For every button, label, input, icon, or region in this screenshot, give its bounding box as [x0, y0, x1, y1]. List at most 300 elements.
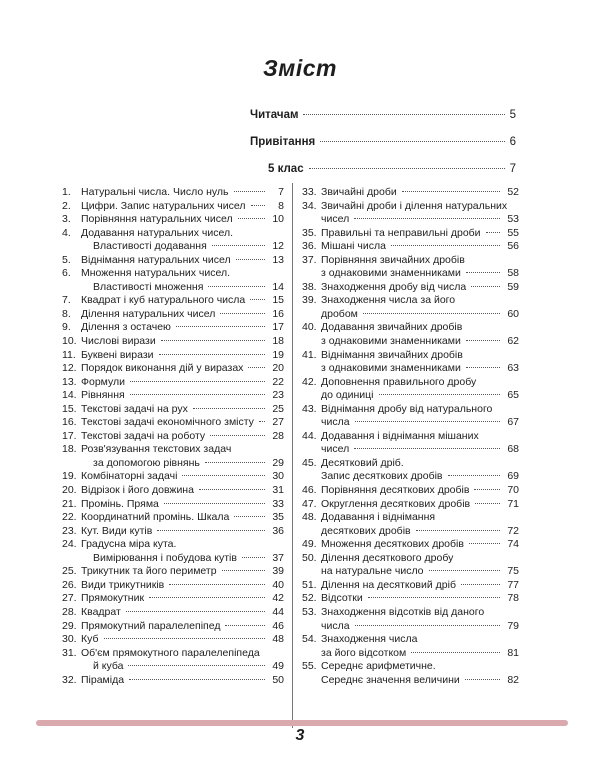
toc-entry-title: Текстові задачі на рух	[81, 402, 188, 415]
dot-leader	[416, 530, 500, 531]
toc-right-column	[302, 186, 519, 687]
toc-entry-number: 35.	[302, 226, 317, 239]
dot-leader	[130, 394, 265, 395]
toc-entry	[302, 200, 519, 227]
toc-entry-number: 10.	[62, 335, 77, 348]
toc-entry-title: Куб	[81, 633, 99, 646]
toc-entry-line	[302, 498, 519, 512]
dot-leader	[225, 625, 265, 626]
toc-entry-page: 15	[272, 294, 284, 307]
toc-entry-title: Знаходження числа за його	[321, 294, 456, 307]
toc-entry-line	[62, 294, 284, 308]
toc-entry-line	[302, 227, 519, 241]
toc-entry	[302, 660, 519, 687]
toc-entry-number: 14.	[62, 389, 77, 402]
toc-entry-title: Рівняння	[81, 389, 125, 402]
toc-entry	[62, 362, 284, 376]
toc-entry-page: 52	[507, 186, 519, 198]
toc-entry-title: Квадрат і куб натурального числа	[81, 294, 246, 307]
toc-entry-title: Координатний промінь. Шкала	[81, 511, 230, 524]
toc-entry-title: Відрізок і його довжина	[81, 484, 194, 497]
toc-entry	[62, 525, 284, 539]
toc-entry-page: 13	[272, 253, 284, 266]
toc-entry-number: 51.	[302, 578, 317, 591]
dot-leader	[466, 272, 500, 273]
toc-entry-title: Звичайні дроби і ділення натуральних	[321, 199, 508, 212]
toc-entry-page: 62	[507, 335, 519, 348]
toc-entry	[62, 186, 284, 200]
toc-entry-title: Комбінаторні задачі	[81, 470, 178, 483]
dot-leader	[234, 516, 265, 517]
toc-entry	[302, 592, 519, 606]
toc-entry-page: 30	[272, 470, 284, 483]
toc-entry-page: 36	[272, 524, 284, 537]
toc-entry	[302, 606, 519, 633]
toc-entry-line	[302, 294, 519, 308]
toc-entry-page: 77	[507, 578, 519, 591]
toc-entry-page: 50	[272, 673, 284, 686]
toc-left-column	[62, 186, 284, 687]
toc-entry-line	[62, 484, 284, 498]
toc-entry-title: Порівняння звичайних дробів	[321, 253, 465, 266]
toc-entry	[302, 254, 519, 281]
toc-entry-page: 35	[272, 511, 284, 524]
toc-entry-line	[302, 457, 519, 471]
toc-entry-title: числа	[321, 416, 350, 429]
toc-entry-title: Текстові задачі економічного змісту	[81, 416, 254, 429]
toc-entry	[302, 240, 519, 254]
toc-entry-line	[302, 674, 519, 688]
toc-entry-title: Десятковий дріб.	[321, 456, 404, 469]
dot-leader	[251, 205, 266, 206]
toc-entry-line	[62, 674, 284, 688]
toc-entry	[302, 227, 519, 241]
toc-entry-line	[62, 606, 284, 620]
toc-entry-number: 34.	[302, 199, 317, 212]
toc-entry-number: 49.	[302, 538, 317, 551]
toc-entry	[62, 335, 284, 349]
dot-leader	[259, 421, 265, 422]
toc-entry-page: 60	[507, 307, 519, 320]
toc-entry-line	[302, 470, 519, 484]
toc-entry-title: числа	[321, 619, 350, 632]
toc-entry-page: 22	[272, 375, 284, 388]
toc-entry-line	[302, 362, 519, 376]
toc-entry-page: 28	[272, 429, 284, 442]
dot-leader	[354, 218, 500, 219]
toc-entry	[62, 498, 284, 512]
toc-entry-title: Властивості множення	[93, 280, 204, 293]
toc-entry-line	[302, 200, 519, 214]
dot-leader	[159, 354, 265, 355]
toc-entry-number: 19.	[62, 470, 77, 483]
toc-entry-number: 48.	[302, 511, 317, 524]
toc-entry	[302, 403, 519, 430]
toc-entry-page: 81	[507, 646, 519, 659]
toc-entry-title: Доповнення правильного дробу	[321, 375, 477, 388]
toc-entry-title: Властивості додавання	[93, 240, 207, 253]
toc-entry-number: 33.	[302, 186, 317, 198]
toc-entry	[62, 484, 284, 498]
dot-leader	[199, 489, 265, 490]
toc-entry-line	[302, 254, 519, 268]
toc-entry-line	[302, 430, 519, 444]
dot-leader	[309, 168, 505, 169]
toc-entry-title: Знаходження відсотків від даного	[321, 605, 485, 618]
toc-entry-page: 59	[507, 280, 519, 293]
dot-leader	[222, 570, 265, 571]
dot-leader	[303, 114, 504, 115]
toc-entry-title: Додавання і віднімання	[321, 511, 436, 524]
toc-entry-number: 42.	[302, 375, 317, 388]
dot-leader	[176, 326, 265, 327]
toc-entry-line	[62, 376, 284, 390]
toc-entry-title: Додавання звичайних дробів	[321, 321, 463, 334]
toc-entry-title: Текстові задачі на роботу	[81, 429, 206, 442]
toc-entry-line	[302, 308, 519, 322]
toc-entry-number: 9.	[62, 321, 71, 334]
toc-entry-page: 79	[507, 619, 519, 632]
toc-entry-line	[302, 660, 519, 674]
toc-entry-line	[302, 376, 519, 390]
toc-entry-number: 23.	[62, 524, 77, 537]
toc-entry	[302, 538, 519, 552]
toc-entry-line	[302, 552, 519, 566]
toc-entry-page: 67	[507, 416, 519, 429]
toc-entry	[62, 470, 284, 484]
toc-entry-page: 69	[507, 470, 519, 483]
toc-entry-line	[62, 620, 284, 634]
toc-entry-line	[62, 227, 284, 241]
toc-entry-line	[302, 579, 519, 593]
toc-entry-line	[62, 362, 284, 376]
toc-entry-number: 31.	[62, 646, 77, 659]
toc-entry	[62, 254, 284, 268]
toc-entry-line	[62, 552, 284, 566]
toc-entry-number: 1.	[62, 186, 71, 198]
dot-leader	[129, 679, 265, 680]
front-entry-label: Привітання	[250, 136, 316, 148]
toc-entry-number: 25.	[62, 565, 77, 578]
toc-entry	[302, 457, 519, 484]
toc-entry-number: 5.	[62, 253, 71, 266]
toc-entry-line	[62, 254, 284, 268]
toc-entry-line	[62, 511, 284, 525]
toc-entry	[62, 430, 284, 444]
dot-leader	[220, 313, 265, 314]
toc-entry	[62, 213, 284, 227]
dot-leader	[169, 584, 265, 585]
toc-entry-page: 65	[507, 389, 519, 402]
toc-entry	[302, 498, 519, 512]
toc-entry	[62, 389, 284, 403]
toc-entry-page: 55	[507, 226, 519, 239]
toc-entry-title: Прямокутник	[81, 592, 145, 605]
toc-entry-line	[62, 457, 284, 471]
toc-entry	[62, 565, 284, 579]
toc-entry-title: Піраміда	[81, 673, 125, 686]
toc-entry-page: 74	[507, 538, 519, 551]
toc-entry-title: Середнє арифметичне.	[321, 660, 436, 673]
dot-leader	[466, 367, 500, 368]
toc-entry-number: 37.	[302, 253, 317, 266]
toc-entry-page: 17	[272, 321, 284, 334]
toc-entry-line	[62, 349, 284, 363]
toc-entry-title: Цифри. Запис натуральних чисел	[81, 199, 246, 212]
toc-entry-line	[302, 321, 519, 335]
toc-entry-line	[302, 538, 519, 552]
toc-entry-title: чисел	[321, 213, 350, 226]
toc-entry-title: Віднімання дробу від натурального	[321, 402, 493, 415]
toc-entry-number: 7.	[62, 294, 71, 307]
toc-entry-title: за його відсотком	[321, 646, 407, 659]
front-entry-greeting	[250, 136, 516, 150]
dot-leader	[208, 286, 265, 287]
toc-entry-page: 16	[272, 307, 284, 320]
toc-entry	[302, 321, 519, 348]
toc-entry-page: 82	[507, 673, 519, 686]
dot-leader	[363, 313, 500, 314]
dot-leader	[164, 503, 265, 504]
toc-entry-line	[62, 633, 284, 647]
toc-entry-page: 53	[507, 213, 519, 226]
toc-entry-number: 32.	[62, 673, 77, 686]
dot-leader	[126, 611, 265, 612]
toc-entry-line	[62, 525, 284, 539]
toc-entry-number: 47.	[302, 497, 317, 510]
toc-entry-line	[302, 335, 519, 349]
toc-entry-line	[62, 321, 284, 335]
toc-entry-title: Градусна міра кута.	[81, 538, 177, 551]
toc-entry	[62, 416, 284, 430]
toc-entry-title: Ділення на десятковий дріб	[321, 578, 456, 591]
toc-entry-number: 41.	[302, 348, 317, 361]
toc-entry	[62, 443, 284, 470]
toc-entry	[62, 579, 284, 593]
toc-entry-page: 39	[272, 565, 284, 578]
toc-entry-line	[62, 389, 284, 403]
toc-entry-number: 2.	[62, 199, 71, 212]
toc-entry-title: Кут. Види кутів	[81, 524, 153, 537]
toc-entry-title: Прямокутний паралелепіпед	[81, 619, 221, 632]
toc-entry-number: 27.	[62, 592, 77, 605]
dot-leader	[320, 141, 504, 142]
dot-leader	[161, 340, 265, 341]
toc-entry-page: 49	[272, 660, 284, 673]
toc-entry-line	[62, 579, 284, 593]
dot-leader	[461, 584, 500, 585]
toc-entry-title: Віднімання натуральних чисел	[81, 253, 231, 266]
dot-leader	[379, 394, 501, 395]
dot-leader	[212, 245, 265, 246]
front-entry-page: 6	[509, 136, 516, 148]
toc-entry-page: 31	[272, 484, 284, 497]
toc-entry-line	[62, 538, 284, 552]
toc-entry-title: Округлення десяткових дробів	[321, 497, 471, 510]
toc-entry-title: Знаходження числа	[321, 633, 418, 646]
toc-entry-number: 46.	[302, 484, 317, 497]
toc-entry-title: Вимірювання і побудова кутів	[93, 551, 237, 564]
toc-entry-line	[302, 349, 519, 363]
toc-entry-number: 52.	[302, 592, 317, 605]
toc-entry	[302, 376, 519, 403]
dot-leader	[210, 435, 265, 436]
toc-entry-title: Порівняння натуральних чисел	[81, 213, 233, 226]
toc-entry	[62, 592, 284, 606]
toc-entry-title: Буквені вирази	[81, 348, 154, 361]
toc-entry-number: 12.	[62, 362, 77, 375]
dot-leader	[250, 299, 265, 300]
toc-entry-page: 75	[507, 565, 519, 578]
toc-entry-title: десяткових дробів	[321, 524, 411, 537]
toc-entry	[62, 376, 284, 390]
toc-entry-line	[62, 498, 284, 512]
dot-leader	[475, 503, 500, 504]
toc-entry-page: 10	[272, 213, 284, 226]
column-divider	[292, 183, 293, 728]
toc-entry	[62, 647, 284, 674]
toc-entry-line	[302, 213, 519, 227]
toc-entry-title: Правильні та неправильні дроби	[321, 226, 481, 239]
toc-entry-title: Об'єм прямокутного паралелепіпеда	[81, 646, 260, 659]
toc-entry-number: 6.	[62, 267, 71, 280]
toc-entry	[62, 511, 284, 525]
toc-entry-number: 38.	[302, 280, 317, 293]
toc-entry-page: 29	[272, 456, 284, 469]
toc-entry	[302, 484, 519, 498]
toc-entry-line	[62, 335, 284, 349]
toc-entry-title: Розв'язування текстових задач	[81, 443, 232, 456]
dot-leader	[104, 638, 266, 639]
toc-entry	[302, 349, 519, 376]
toc-entry-line	[62, 592, 284, 606]
toc-entry-number: 20.	[62, 484, 77, 497]
toc-entry	[302, 281, 519, 295]
dot-leader	[130, 381, 265, 382]
toc-entry-title: з однаковими знаменниками	[321, 267, 461, 280]
toc-entry	[302, 186, 519, 200]
toc-entry	[62, 674, 284, 688]
toc-entry-title: Додавання і віднімання мішаних	[321, 429, 479, 442]
toc-entry-line	[62, 660, 284, 674]
dot-leader	[354, 448, 500, 449]
dot-leader	[128, 665, 265, 666]
dot-leader	[429, 570, 500, 571]
toc-entry-line	[62, 470, 284, 484]
toc-entry-line	[62, 267, 284, 281]
dot-leader	[469, 543, 500, 544]
dot-leader	[234, 191, 266, 192]
toc-entry-title: Ділення натуральних чисел	[81, 307, 216, 320]
toc-entry-page: 48	[272, 633, 284, 646]
toc-entry-page: 20	[272, 362, 284, 375]
toc-entry-title: Відсотки	[321, 592, 363, 605]
toc-entry-title: Знаходження дробу від числа	[321, 280, 467, 293]
toc-entry-title: Мішані числа	[321, 240, 386, 253]
toc-entry-number: 16.	[62, 416, 77, 429]
toc-entry	[302, 430, 519, 457]
toc-entry-page: 8	[278, 199, 284, 212]
toc-entry-line	[62, 213, 284, 227]
toc-entry-page: 63	[507, 362, 519, 375]
toc-entry-number: 18.	[62, 443, 77, 456]
toc-entry-number: 13.	[62, 375, 77, 388]
toc-entry	[62, 308, 284, 322]
dot-leader	[486, 232, 500, 233]
toc-entry-title: Додавання натуральних чисел.	[81, 226, 233, 239]
toc-entry-line	[302, 416, 519, 430]
toc-entry	[62, 403, 284, 417]
toc-entry-title: Промінь. Пряма	[81, 497, 159, 510]
toc-entry-line	[62, 240, 284, 254]
toc-entry-title: з однаковими знаменниками	[321, 335, 461, 348]
dot-leader	[465, 679, 500, 680]
toc-entry	[62, 294, 284, 308]
page-number: 3	[295, 727, 305, 744]
toc-entry-number: 28.	[62, 605, 77, 618]
toc-entry-number: 45.	[302, 456, 317, 469]
toc-entry-number: 3.	[62, 213, 71, 226]
toc-entry-title: Трикутник та його периметр	[81, 565, 217, 578]
toc-entry	[62, 200, 284, 214]
toc-entry	[62, 321, 284, 335]
toc-entry-page: 40	[272, 578, 284, 591]
toc-entry-number: 50.	[302, 551, 317, 564]
toc-entry-page: 56	[507, 240, 519, 253]
dot-leader	[238, 218, 265, 219]
toc-entry-line	[62, 200, 284, 214]
front-entry-label: 5 клас	[268, 163, 304, 175]
front-entry-page: 5	[509, 109, 516, 121]
dot-leader	[248, 367, 265, 368]
toc-entry	[62, 633, 284, 647]
toc-entry-title: дробом	[321, 307, 358, 320]
toc-entry	[62, 227, 284, 254]
toc-entry-number: 36.	[302, 240, 317, 253]
toc-entry-number: 24.	[62, 538, 77, 551]
toc-entry-number: 40.	[302, 321, 317, 334]
toc-entry-number: 55.	[302, 660, 317, 673]
toc-entry	[302, 579, 519, 593]
toc-entry-line	[62, 308, 284, 322]
toc-entry-line	[302, 484, 519, 498]
toc-entry-line	[62, 430, 284, 444]
dot-leader	[474, 489, 500, 490]
toc-entry-line	[62, 186, 284, 200]
toc-entry-page: 44	[272, 605, 284, 618]
dot-leader	[466, 340, 500, 341]
bottom-decor-bar	[36, 720, 568, 726]
toc-entry-line	[302, 633, 519, 647]
toc-entry-title: Порядок виконання дій у виразах	[81, 362, 244, 375]
toc-entry-page: 71	[507, 497, 519, 510]
toc-entry-title: Натуральні числа. Число нуль	[81, 186, 229, 198]
toc-entry-title: Віднімання звичайних дробів	[321, 348, 463, 361]
toc-entry-title: Середнє значення величини	[321, 673, 460, 686]
toc-entry-number: 44.	[302, 429, 317, 442]
front-entry-page: 7	[509, 163, 516, 175]
toc-entry-title: чисел	[321, 443, 350, 456]
toc-entry	[302, 633, 519, 660]
dot-leader	[355, 625, 500, 626]
toc-entry-page: 14	[272, 280, 284, 293]
toc-entry-line	[302, 240, 519, 254]
toc-entry-page: 37	[272, 551, 284, 564]
toc-entry-line	[302, 443, 519, 457]
toc-entry-page: 33	[272, 497, 284, 510]
dot-leader	[471, 286, 500, 287]
toc-entry-title: Звичайні дроби	[321, 186, 397, 198]
